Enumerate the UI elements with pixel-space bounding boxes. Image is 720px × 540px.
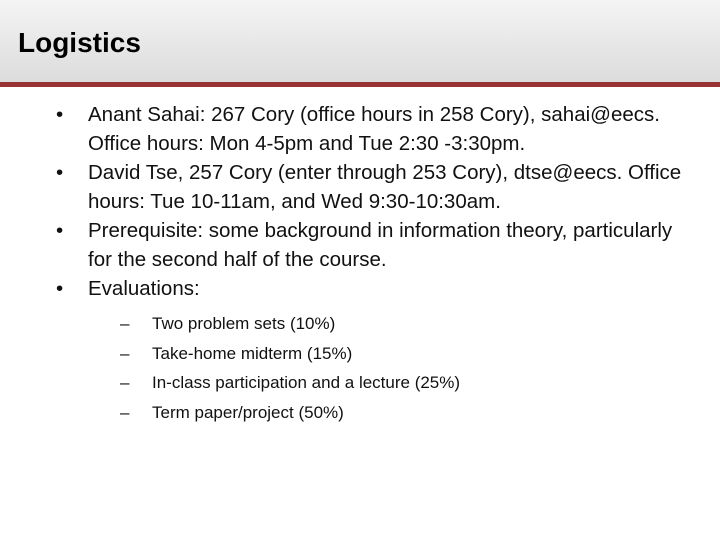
dash-icon: – [120,373,130,392]
bullet-icon: • [56,103,64,126]
bullet-item-instructor-tse [56,158,696,216]
sub-item-text: Take-home midterm (15%) [152,343,353,363]
bullet-icon: • [56,219,64,242]
bullet-list [56,100,696,427]
bullet-text: Prerequisite: some background in information theory, particularly for the second half of the course. [88,219,673,271]
bullet-icon: • [56,161,64,184]
dash-icon: – [120,343,130,363]
bullet-text: Anant Sahai: 267 Cory (office hours in 258 Cory), sahai@eecs. Office hours: Mon 4-5pm and Tue 2:30 -3:30pm. [88,103,660,155]
sub-item-text: Two problem sets (10%) [152,314,336,333]
bullet-text: David Tse, 257 Cory (enter through 253 Cory), dtse@eecs. Office hours: Tue 10-11am, and Wed 9:30-10:30am. [88,161,682,213]
bullet-item-prerequisite [56,216,696,274]
sub-item-midterm [88,339,696,369]
sub-item-term-paper [88,398,696,428]
dash-icon: – [120,402,130,422]
slide-title: Logistics [18,27,141,58]
sub-item-problem-sets [88,309,696,339]
title-divider [0,82,720,87]
bullet-item-evaluations [56,274,696,427]
slide-body [56,100,696,427]
bullet-text: Evaluations: [88,277,200,300]
sub-item-text: Term paper/project (50%) [152,402,344,422]
sub-item-participation [88,368,696,398]
evaluation-sublist [88,309,696,427]
sub-item-text: In-class participation and a lecture (25%) [152,373,461,392]
title-bar [0,0,720,82]
bullet-icon: • [56,277,64,300]
bullet-item-instructor-sahai [56,100,696,158]
dash-icon: – [120,314,130,333]
